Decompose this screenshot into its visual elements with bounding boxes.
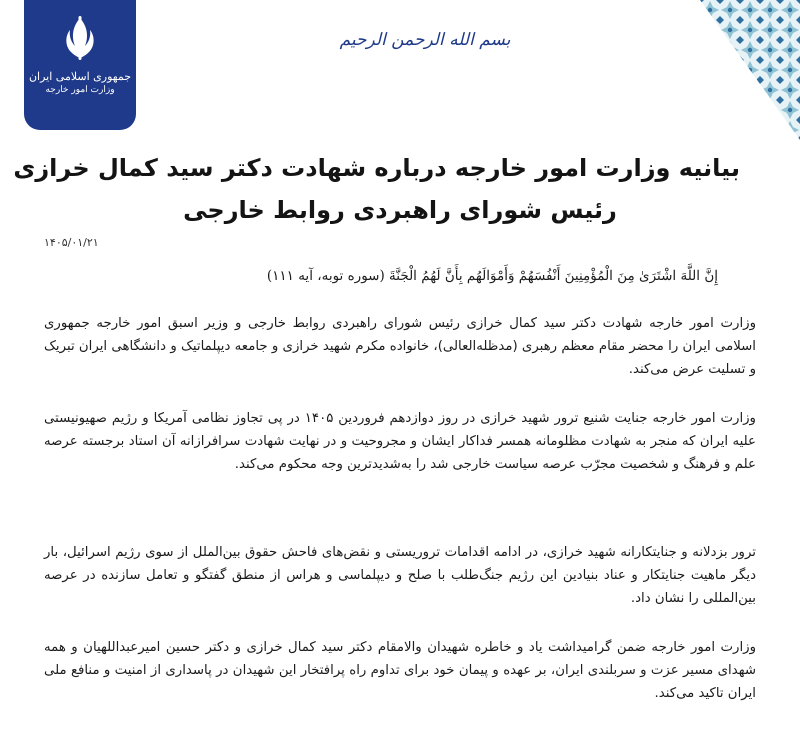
paragraph-commemoration: وزارت امور خارجه ضمن گرامیداشت یاد و خاطره شهیدان والامقام دکتر سید کمال خرازی و دکتر حسین امیرعبداللهیان و همه شهدای مسیر عزت و سربلندی ایران، بر عهده و پیمان خود برای تداوم راه پرافتخار این شهیدان در پاسداری از امنیت و منافع ملی ایران تاکید می‌کند. [44,640,756,701]
ministry-logo [24,0,136,130]
bismillah-calligraphy: بسم الله الرحمن الرحیم [339,30,511,50]
iran-emblem-icon [59,14,101,64]
logo-ministry-name: وزارت امور خارجه [45,85,115,95]
logo-country-name: جمهوری اسلامی ایران [28,70,132,83]
statement-title-line1: بیانیه وزارت امور خارجه درباره شهادت دکتر سید کمال خرازی [13,154,740,182]
statement-date: ۱۴۰۵/۰۱/۲۱ [44,236,99,249]
paragraph-condolence: وزارت امور خارجه شهادت دکتر سید کمال خرازی رئیس شورای راهبردی روابط خارجی و وزیر اسبق امور خارجه جمهوری اسلامی ایران را محضر مقام معظم رهبری (مدظله‌العالی)، خانواده مکرم شهید خرازی و جامعه دیپلماتیک و دانشگاهی ایران تبریک و تسلیت عرض می‌کند. [44,316,756,377]
statement-title-line2: رئیس شورای راهبردی روابط خارجی [183,196,617,224]
islamic-pattern-decoration [640,0,800,160]
quran-verse: إِنَّ اللَّهَ اشْتَرَىٰ مِنَ الْمُؤْمِنِينَ أَنْفُسَهُمْ وَأَمْوَالَهُم بِأَنَّ لَهُمُ الْجَنَّةَ (سوره توبه، آیه ۱۱۱) [266,268,718,284]
paragraph-terrorism: ترور بزدلانه و جنایتکارانه شهید خرازی، در ادامه اقدامات تروریستی و نقض‌های فاحش حقوق بین‌الملل از سوی رژیم اسرائیل، بار دیگر ماهیت جنایتکار و عناد بنیادین این رژیم جنگ‌طلب با صلح و دیپلماسی و هراس از منطق گفتگو و تعامل سازنده در عرصه بین‌المللی را نشان داد. [44,545,756,606]
paragraph-condemnation: وزارت امور خارجه جنایت شنیع ترور شهید خرازی در روز دوازدهم فروردین ۱۴۰۵ در پی تجاوز نظامی آمریکا و رژیم صهیونیستی علیه ایران که منجر به شهادت مظلومانه همسر فداکار ایشان و مجروحیت و در نهایت شهادت سرافرازانه آن استاد برجسته عرصه علم و فرهنگ و شخصیت مجرّب عرصه سیاست خارجی شد را به‌شدیدترین وجه محکوم می‌کند. [44,411,756,472]
